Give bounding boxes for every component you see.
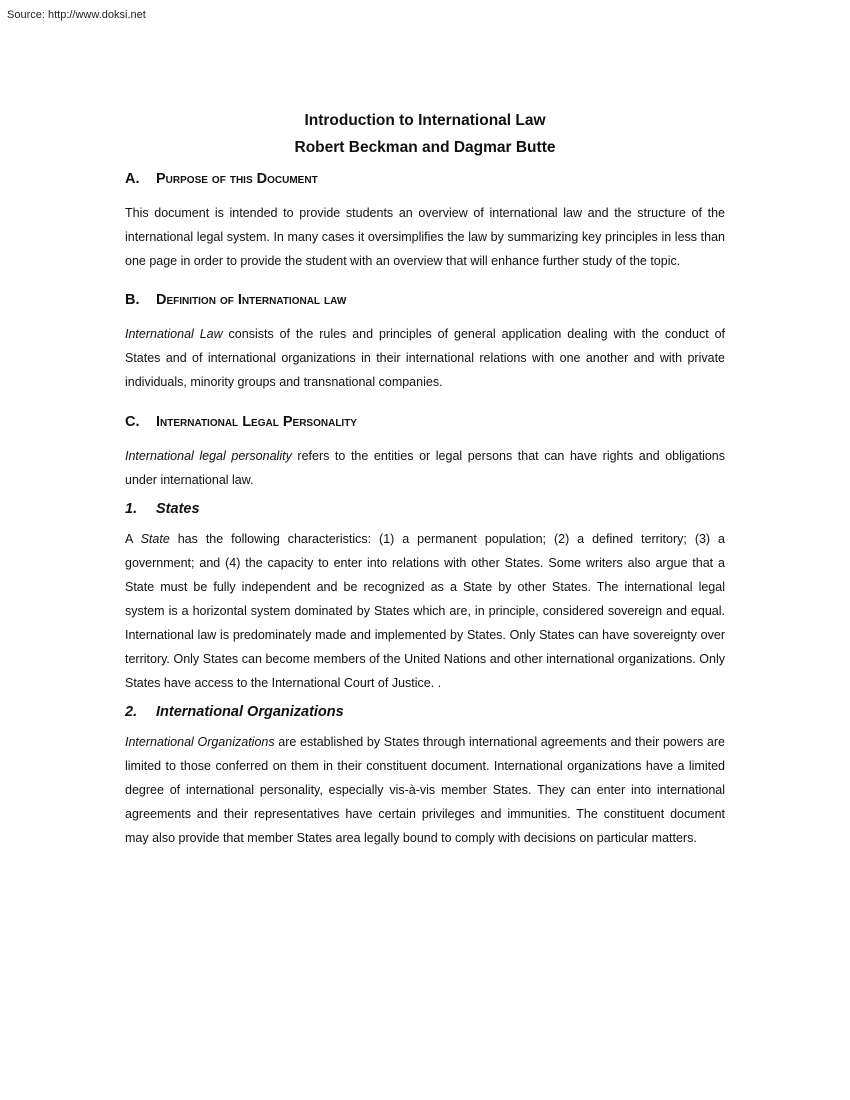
section-b-term: International Law: [125, 327, 223, 341]
section-b-paragraph: [125, 322, 725, 394]
section-b-heading: [125, 292, 725, 308]
section-a-title: Purpose of this Document: [156, 171, 318, 187]
section-b-text: consists of the rules and principles of general application dealing with the conduct of States and of international organizations in their international relations with one another and with private individuals, minority groups and transnational companies.: [125, 327, 726, 389]
section-a-letter: A.: [125, 171, 140, 187]
section-c-text: refers to the entities or legal persons that can have rights and obligations under international law.: [125, 449, 725, 487]
subsection-states-heading: [125, 501, 725, 517]
subsection-orgs-paragraph: [125, 730, 725, 850]
section-c-title: International Legal Personality: [156, 414, 357, 430]
subsection-states-paragraph: [125, 527, 725, 695]
subsection-orgs-heading: [125, 704, 725, 720]
section-c-heading: [125, 414, 725, 430]
subsection-states-number: 1.: [125, 501, 138, 517]
subsection-orgs-number: 2.: [125, 704, 138, 720]
section-b-letter: B.: [125, 292, 140, 308]
section-c-letter: C.: [125, 414, 140, 430]
subsection-orgs-title: International Organizations: [156, 704, 344, 720]
section-b-title: Definition of International law: [156, 292, 347, 308]
section-c-paragraph: [125, 444, 725, 492]
subsection-states-term: State: [140, 532, 170, 546]
document-authors: Robert Beckman and Dagmar Butte: [294, 139, 556, 156]
section-c-term: International legal personality: [125, 449, 292, 463]
document-page: [125, 107, 725, 850]
subsection-orgs-text: are established by States through international agreements and their powers are limited to those conferred on them in their constituent document. International organizations have a limited degree of international personality, especially vis-à-vis member States. They can enter into international agreements and their representatives have certain privileges and immunities. The constituent document may also provide that member States area legally bound to comply with decisions on particular matters.: [125, 735, 726, 845]
subsection-states-title: States: [156, 501, 200, 517]
subsection-orgs-term: International Organizations: [125, 735, 275, 749]
section-a-heading: [125, 171, 725, 187]
section-a-paragraph: This document is intended to provide students an overview of international law and the structure of the international legal system. In many cases it oversimplifies the law by summarizing key principles in less than one page in order to provide the student with an overview that will enhance further study of the topic.: [125, 206, 725, 268]
source-note: Source: http://www.doksi.net: [7, 9, 146, 21]
subsection-states-lead: A: [125, 532, 141, 546]
document-title: Introduction to International Law: [304, 112, 546, 129]
subsection-states-text: has the following characteristics: (1) a permanent population; (2) a defined territory; (3) a government; and (4) the capacity to enter into relations with other States. Some writers also argue that a State must be fully independent and be recognized as a State by other States. The international legal system is a horizontal system dominated by States which are, in principle, considered sovereign and equal. International law is predominately made and implemented by States. Only States can have sovereignty over territory. Only States can become members of the United Nations and other international organizations. Only States have access to the International Court of Justice. .: [125, 532, 725, 690]
